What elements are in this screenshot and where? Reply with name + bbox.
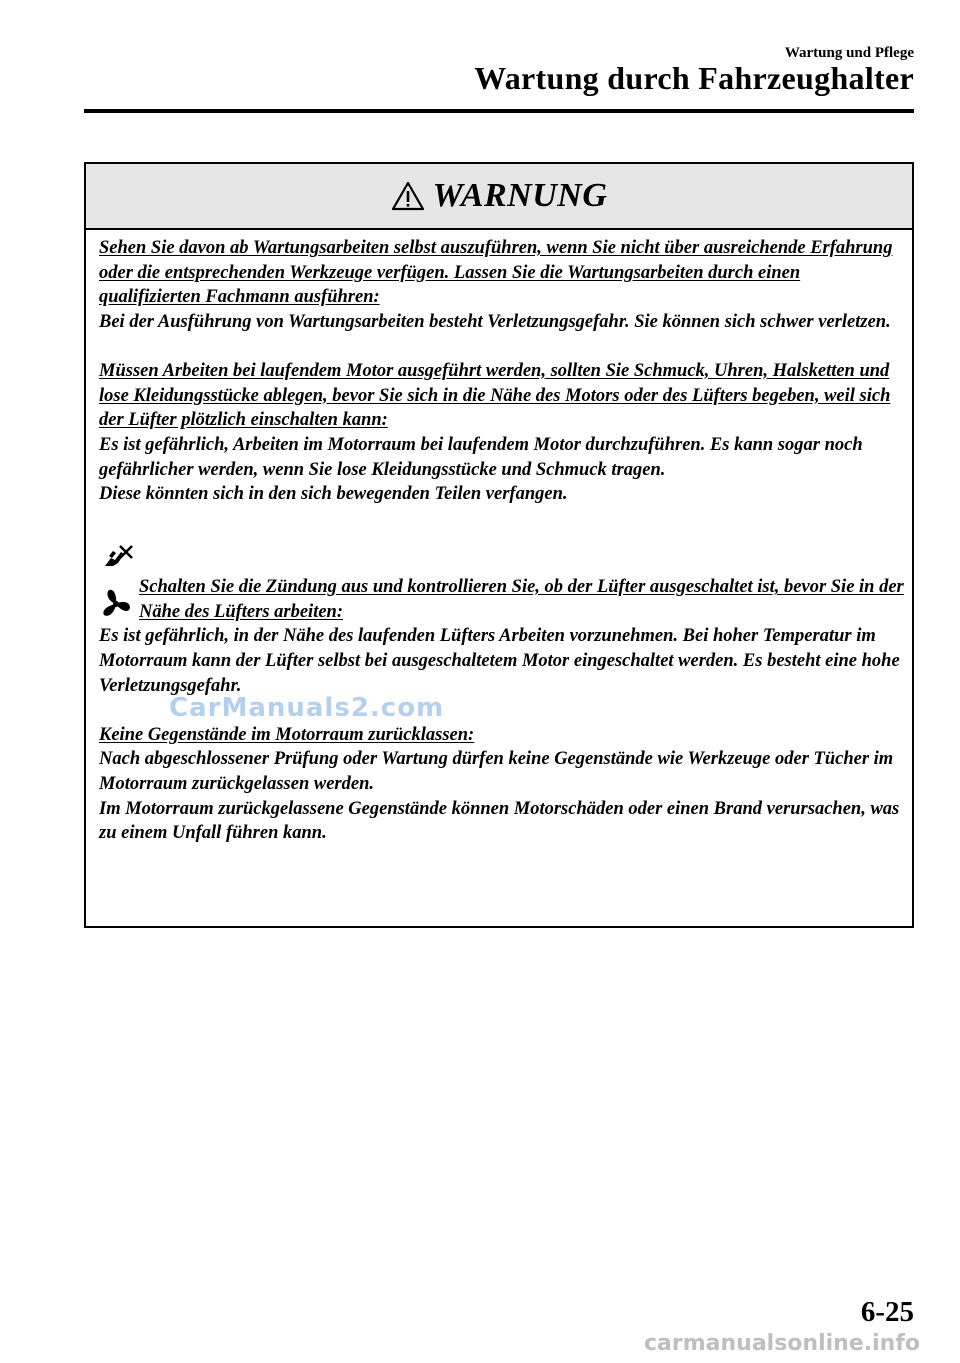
warning-block-1 <box>99 236 904 335</box>
warning-text-4b: Im Motorraum zurückgelassene Gegenstände können Motorschäden oder einen Brand verursachen, was zu einem Unfall führen kann. <box>99 798 900 844</box>
warning-heading-3: Schalten Sie die Zündung aus und kontrollieren Sie, ob der Lüfter ausgeschaltet ist, bevor Sie in der Nähe des Lüfters arbeiten: <box>139 577 904 622</box>
warning-text-1: Bei der Ausführung von Wartungsarbeiten besteht Verletzungsgefahr. Sie können sich schwer verletzen. <box>99 312 891 333</box>
warning-title: WARNUNG <box>432 177 608 214</box>
warning-block-3 <box>99 542 904 699</box>
no-touch-hand-icon <box>101 542 135 572</box>
warning-text-2b: Diese könnten sich in den sich bewegenden Teilen verfangen. <box>99 484 568 505</box>
section-label: Wartung und Pflege <box>784 45 914 61</box>
watermark: CarManuals2.com <box>169 693 445 723</box>
warning-block-4 <box>99 723 904 847</box>
page-title: Wartung durch Fahrzeughalter <box>474 60 914 96</box>
warning-box <box>84 162 914 928</box>
fan-heading-line <box>99 575 904 624</box>
warning-heading-1: Sehen Sie davon ab Wartungsarbeiten selbst auszuführen, wenn Sie nicht über ausreichende Erfahrung oder die entsprechenden Werkzeuge verfügen. Lassen Sie die Wartungsarbeiten durch einen qualifizierten Fachmann ausführen: <box>99 238 893 308</box>
warning-block-2 <box>99 359 904 507</box>
warning-heading-2: Müssen Arbeiten bei laufendem Motor ausgeführt werden, sollten Sie Schmuck, Uhren, Halsketten und lose Kleidungsstücke ablegen, bevor Sie sich in die Nähe des Motors oder des Lüfters begeben, weil sich der Lüfter plötzlich einschalten kann: <box>99 360 891 431</box>
warning-heading-4: Keine Gegenstände im Motorraum zurücklassen: <box>99 724 475 745</box>
warning-body <box>86 230 912 846</box>
fan-icon <box>99 588 133 620</box>
warning-text-4: Nach abgeschlossener Prüfung oder Wartung dürfen keine Gegenstände wie Werkzeuge oder Tücher im Motorraum zurückgelassen werden. <box>99 749 894 794</box>
header-divider <box>84 109 914 113</box>
warning-text-3: Es ist gefährlich, in der Nähe des laufenden Lüfters Arbeiten vorzunehmen. Bei hoher Temperatur im Motorraum kann der Lüfter selbst bei ausgeschaltetem Motor eingeschaltet werden. Es besteht eine hohe Verletzungsgefahr. <box>99 626 900 696</box>
page-number: 6-25 <box>860 1296 914 1328</box>
warning-text-2: Es ist gefährlich, Arbeiten im Motorraum bei laufendem Motor durchzuführen. Es kann sogar noch gefährlicher werden, wenn Sie lose Kleidungsstücke und Schmuck tragen. <box>99 434 863 480</box>
footer-site-link[interactable]: carmanualsonline.info <box>644 1331 920 1356</box>
warning-triangle-icon <box>391 181 425 211</box>
warning-header <box>86 164 912 230</box>
